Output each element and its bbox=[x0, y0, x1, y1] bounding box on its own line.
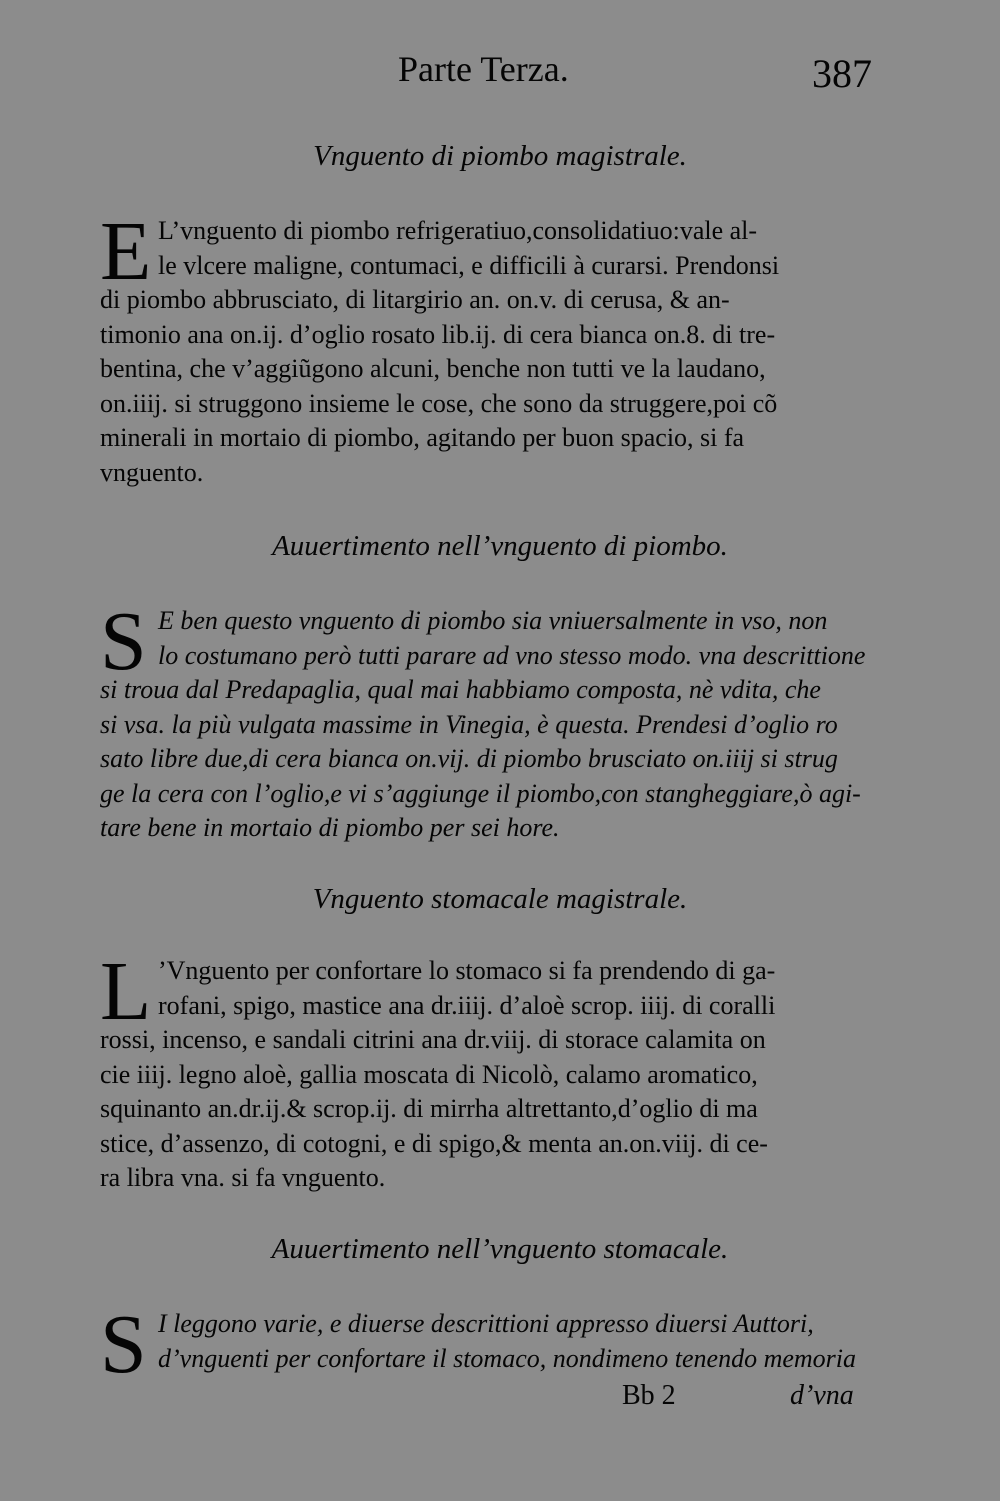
text-line: vnguento. bbox=[100, 457, 204, 487]
section-heading: Auuertimento nell’vnguento di piombo. bbox=[272, 530, 728, 562]
page-number: 387 bbox=[812, 51, 872, 96]
section-heading: Auuertimento nell’vnguento stomacale. bbox=[271, 1233, 729, 1265]
text-line: on.iiij. si struggono insieme le cose, che sono da struggere,poi cõ bbox=[100, 388, 778, 418]
text-line: rofani, spigo, mastice ana dr.iiij. d’aloè scrop. iiij. di coralli bbox=[158, 990, 776, 1020]
text-line: lo costumano però tutti parare ad vno stesso modo. vna descrittione bbox=[158, 640, 866, 670]
paragraph bbox=[100, 954, 930, 1196]
text-line: I leggono varie, e diuerse descrittioni appresso diuersi Auttori, bbox=[158, 1309, 814, 1338]
page-header bbox=[0, 48, 1000, 98]
paragraph bbox=[100, 604, 930, 846]
text-line: ra libra vna. si fa vnguento. bbox=[100, 1163, 386, 1192]
running-title: Parte Terza. bbox=[398, 49, 569, 89]
page-footer bbox=[0, 1380, 1000, 1420]
text-line: di piombo abbrusciato, di litargirio an. on.v. di cerusa, & an- bbox=[100, 285, 730, 314]
signature-mark: Bb 2 bbox=[622, 1380, 676, 1411]
text-line: minerali in mortaio di piombo, agitando per buon spacio, si fa bbox=[100, 423, 745, 452]
text-line: squinanto an.dr.ij.& scrop.ij. di mirrha altrettanto,d’oglio di ma bbox=[100, 1094, 758, 1123]
section-heading: Vnguento stomacale magistrale. bbox=[312, 883, 688, 915]
catchword: d’vna bbox=[790, 1380, 854, 1411]
drop-cap: S bbox=[100, 1298, 147, 1391]
text-line: cie iiij. legno aloè, gallia moscata di Nicolò, calamo aromatico, bbox=[100, 1059, 758, 1089]
text-line: ge la cera con l’oglio,e vi s’aggiunge il piombo,con stangheggiare,ò agi- bbox=[100, 778, 861, 808]
text-line: ’Vnguento per confortare lo stomaco si fa prendendo di ga- bbox=[158, 956, 776, 985]
text-line: sato libre due,di cera bianca on.vij. di piombo brusciato on.iiij si strug bbox=[100, 744, 838, 773]
text-line: si vsa. la più vulgata massime in Vinegia, è questa. Prendesi d’oglio ro bbox=[100, 709, 838, 739]
section-heading: Vnguento di piombo magistrale. bbox=[313, 140, 687, 172]
text-line: stice, d’assenzo, di cotogni, e di spigo,& menta an.on.viij. di ce- bbox=[100, 1128, 768, 1158]
text-line: d’vnguenti per confortare il stomaco, nondimeno tenendo memoria bbox=[158, 1343, 857, 1373]
text-line: tare bene in mortaio di piombo per sei hore. bbox=[100, 813, 560, 842]
paragraph bbox=[100, 214, 930, 490]
text-line: timonio ana on.ij. d’oglio rosato lib.ij. di cera bianca on.8. di tre- bbox=[100, 319, 776, 349]
text-line: bentina, che v’aggiũgono alcuni, benche non tutti ve la laudano, bbox=[100, 354, 766, 383]
drop-cap: E bbox=[100, 205, 152, 298]
text-line: le vlcere maligne, contumaci, e difficili à curarsi. Prendonsi bbox=[158, 250, 780, 280]
text-line: si troua dal Predapaglia, qual mai habbiamo composta, nè vdita, che bbox=[100, 675, 821, 704]
drop-cap: L bbox=[100, 945, 152, 1038]
paragraph bbox=[100, 1307, 930, 1376]
text-line: rossi, incenso, e sandali citrini ana dr.viij. di storace calamita on bbox=[100, 1025, 766, 1054]
drop-cap: S bbox=[100, 595, 147, 688]
text-line: E ben questo vnguento di piombo sia vniuersalmente in vso, non bbox=[158, 606, 828, 635]
text-line: L’vnguento di piombo refrigeratiuo,consolidatiuo:vale al- bbox=[158, 216, 758, 245]
